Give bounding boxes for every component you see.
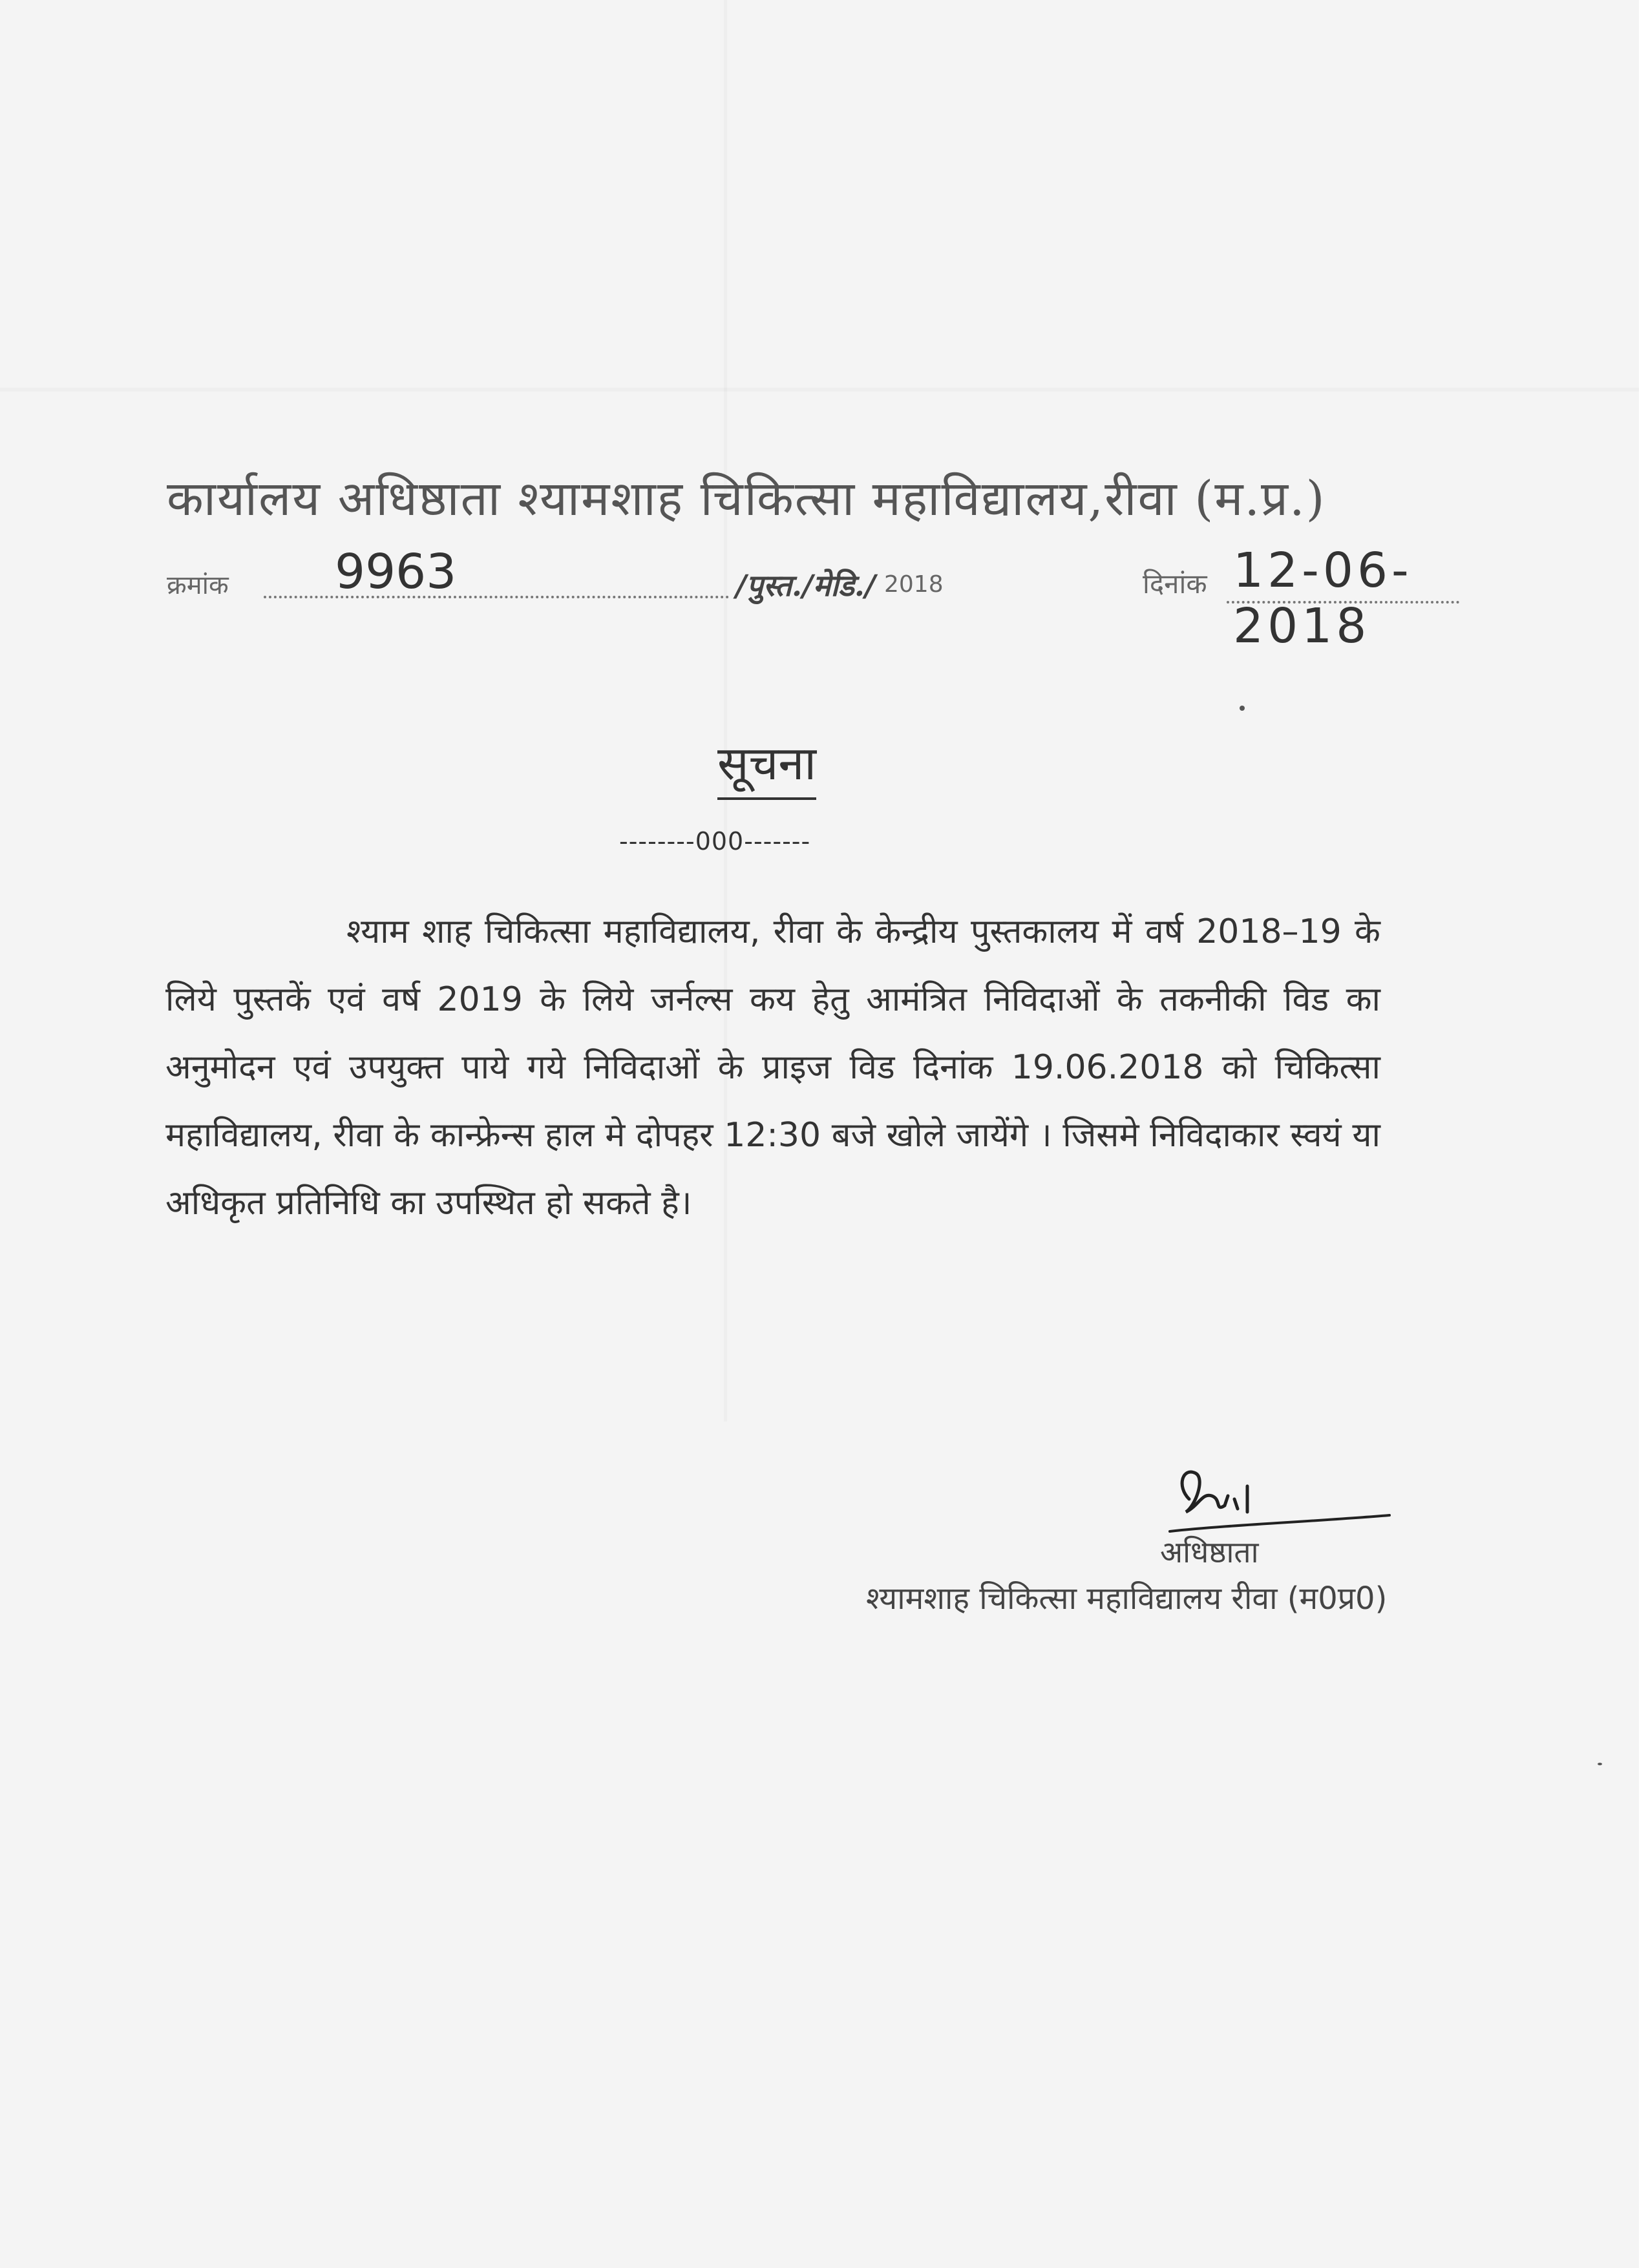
paper-crease: [0, 388, 1639, 392]
scan-speck: [1598, 1763, 1602, 1765]
reference-suffix: /पुस्त./मेडि./: [735, 568, 876, 603]
reference-number-label: क्रमांक: [167, 571, 229, 600]
scan-speck: [1240, 706, 1245, 711]
notice-paragraph: श्याम शाह चिकित्सा महाविद्यालय, रीवा के केन्द्रीय पुस्तकालय में वर्ष 2018–19 के लिये पुस्तकें एवं वर्ष 2019 के लिये जर्नल्स कय हेतु आमंत्रित निविदाओं के तकनीकी विड का अनुमोदन एवं उपयुक्त पाये गये निविदाओं के प्राइज विड दिनांक 19.06.2018 को चिकित्सा महाविद्यालय, रीवा के कान्फ्रेन्स हाल मे दोपहर 12:30 बजे खोले जायेंगे । जिसमे निविदाकार स्वयं या अधिकृत प्रतिनिधि का उपस्थित हो सकते है।: [165, 912, 1380, 1223]
signatory-office: श्यामशाह चिकित्सा महाविद्यालय रीवा (म0प्र0): [866, 1580, 1388, 1617]
reference-year: 2018: [884, 571, 944, 598]
date-label: दिनांक: [1143, 568, 1207, 600]
office-letterhead: कार्यालय अधिष्ठाता श्यामशाह चिकित्सा महाविद्यालय,रीवा (म.प्र.): [167, 471, 1326, 527]
issue-date: 12-06-2018: [1233, 543, 1413, 654]
notice-body: [165, 898, 1380, 1237]
notice-title: सूचना: [717, 730, 816, 800]
reference-number: 9963: [335, 544, 457, 600]
reference-line: [167, 543, 1524, 654]
title-divider: --------000-------: [619, 827, 811, 856]
signatory-designation: अधिष्ठाता: [1160, 1535, 1259, 1570]
reference-dotted-line: [264, 596, 729, 598]
